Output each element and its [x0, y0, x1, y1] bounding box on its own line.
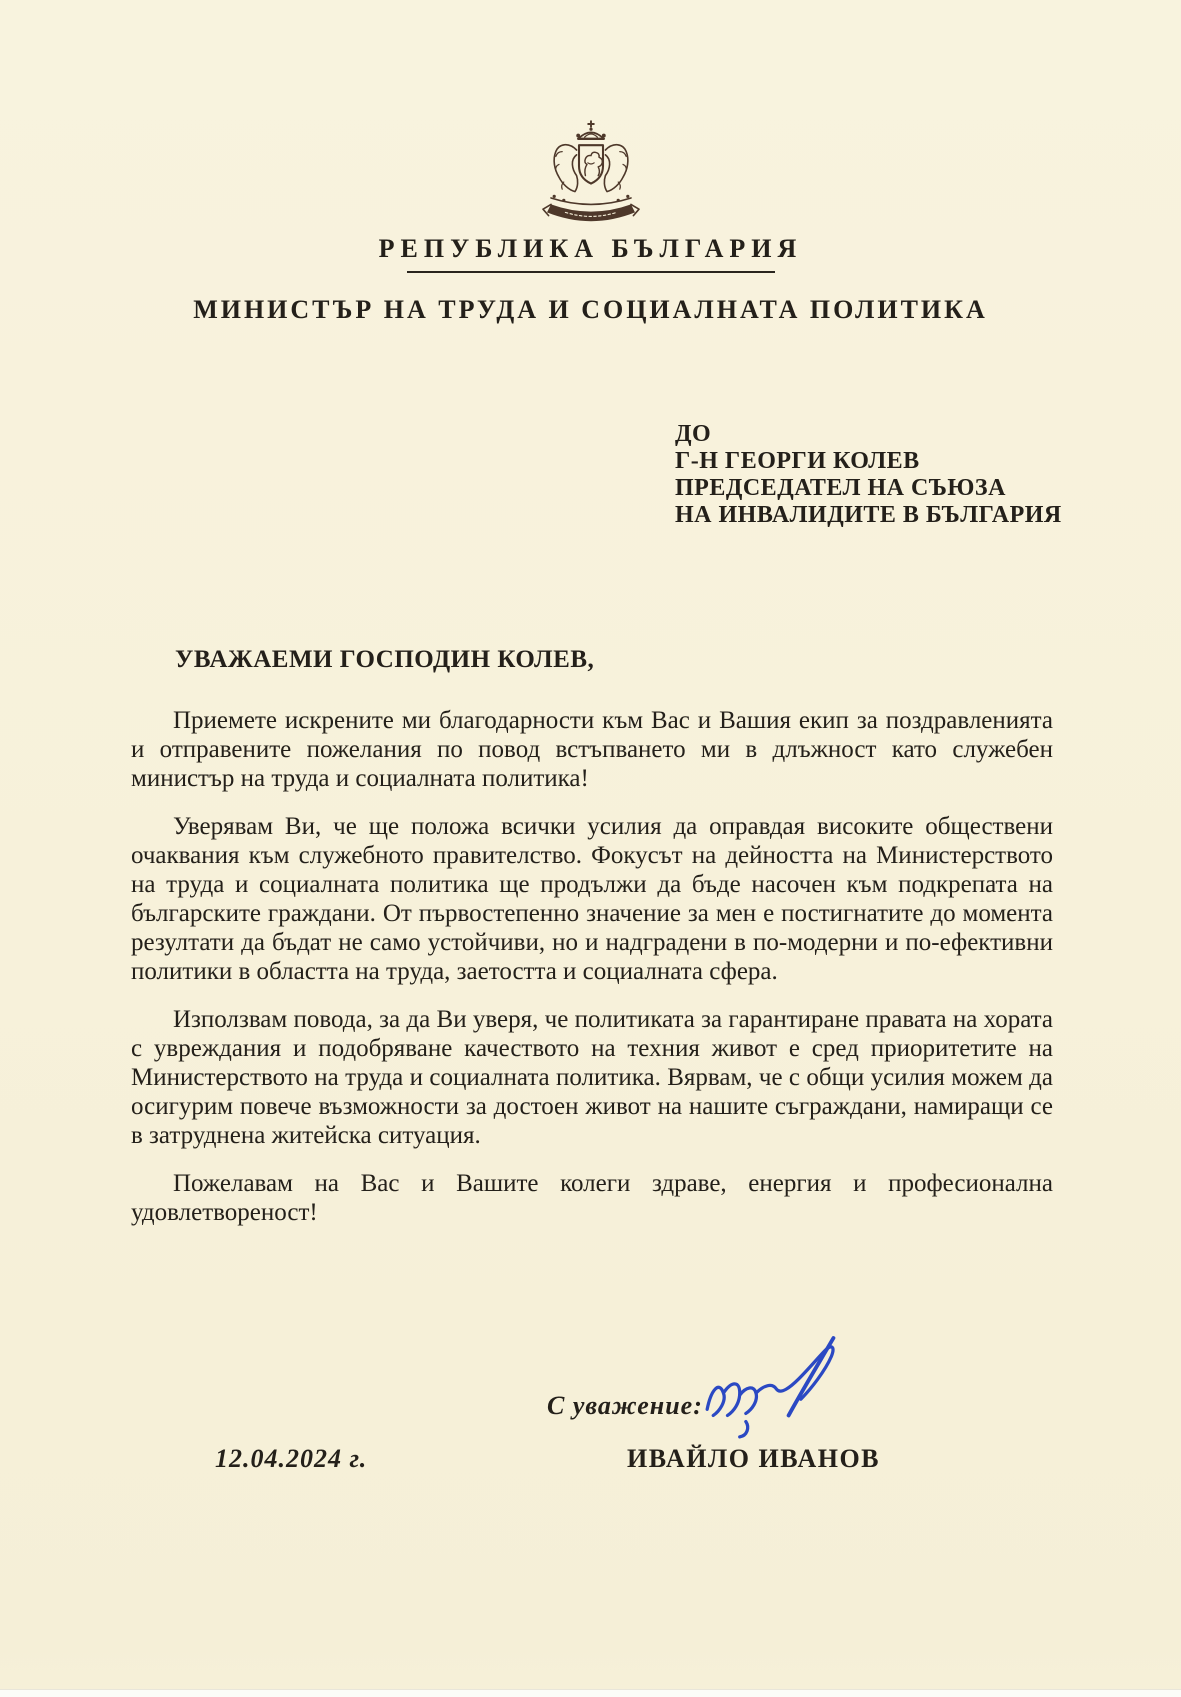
republic-title: РЕПУБЛИКА БЪЛГАРИЯ [378, 234, 803, 263]
minister-title: МИНИСТЪР НА ТРУДА И СОЦИАЛНАТА ПОЛИТИКА [193, 295, 988, 324]
paragraph-2: Уверявам Ви, че ще положа всички усилия да оправдая високите обществени очаквания към служебното правителство. Фокусът на дейността на Министерството на труда и социалната политика ще продължи да бъде насочен към подкрепата на българските граждани. От първостепенно значение за мен е постигнатите до момента резултати да бъдат не само устойчиви, но и надградени в по-модерни и по-ефективни политики в областта на труда, заетостта и социалната сфера. [131, 813, 1053, 985]
scan-edge [0, 1689, 1181, 1697]
letter-body [131, 706, 1053, 1246]
recipient-line-title1: ПРЕДСЕДАТЕЛ НА СЪЮЗА [675, 475, 1006, 501]
recipient-line-to: ДО [675, 421, 712, 447]
paragraph-1: Приемете искрените ми благодарности към Вас и Вашия екип за поздравленията и отправените пожелания по повод встъпването ми в длъжност като служебен министър на труда и социалната политика! [131, 707, 1053, 792]
header-divider [407, 271, 775, 273]
recipient-line-name: Г-Н ГЕОРГИ КОЛЕВ [675, 448, 920, 474]
paragraph-4: Пожелавам на Вас и Вашите колеги здраве, енергия и професионална удовлетвореност! [131, 1170, 1053, 1226]
handwritten-signature [700, 1334, 865, 1446]
closing-phrase: С уважение: [547, 1391, 703, 1420]
salutation: УВАЖАЕМИ ГОСПОДИН КОЛЕВ, [175, 646, 595, 673]
paragraph-3: Използвам повода, за да Ви уверя, че политиката за гарантиране правата на хората с увреждания и подобряване качеството на техния живот е сред приоритетите на Министерството на труда и социалната политика. Вярвам, че с общи усилия можем да осигурим повече възможности за достоен живот на нашите съграждани, намиращи се в затруднена житейска ситуация. [131, 1006, 1053, 1149]
signer-name: ИВАЙЛО ИВАНОВ [627, 1444, 881, 1473]
letter-date: 12.04.2024 г. [215, 1444, 368, 1473]
recipient-block [675, 421, 1062, 529]
bulgaria-coat-of-arms-icon [527, 118, 655, 230]
recipient-line-title2: НА ИНВАЛИДИТЕ В БЪЛГАРИЯ [675, 502, 1062, 528]
